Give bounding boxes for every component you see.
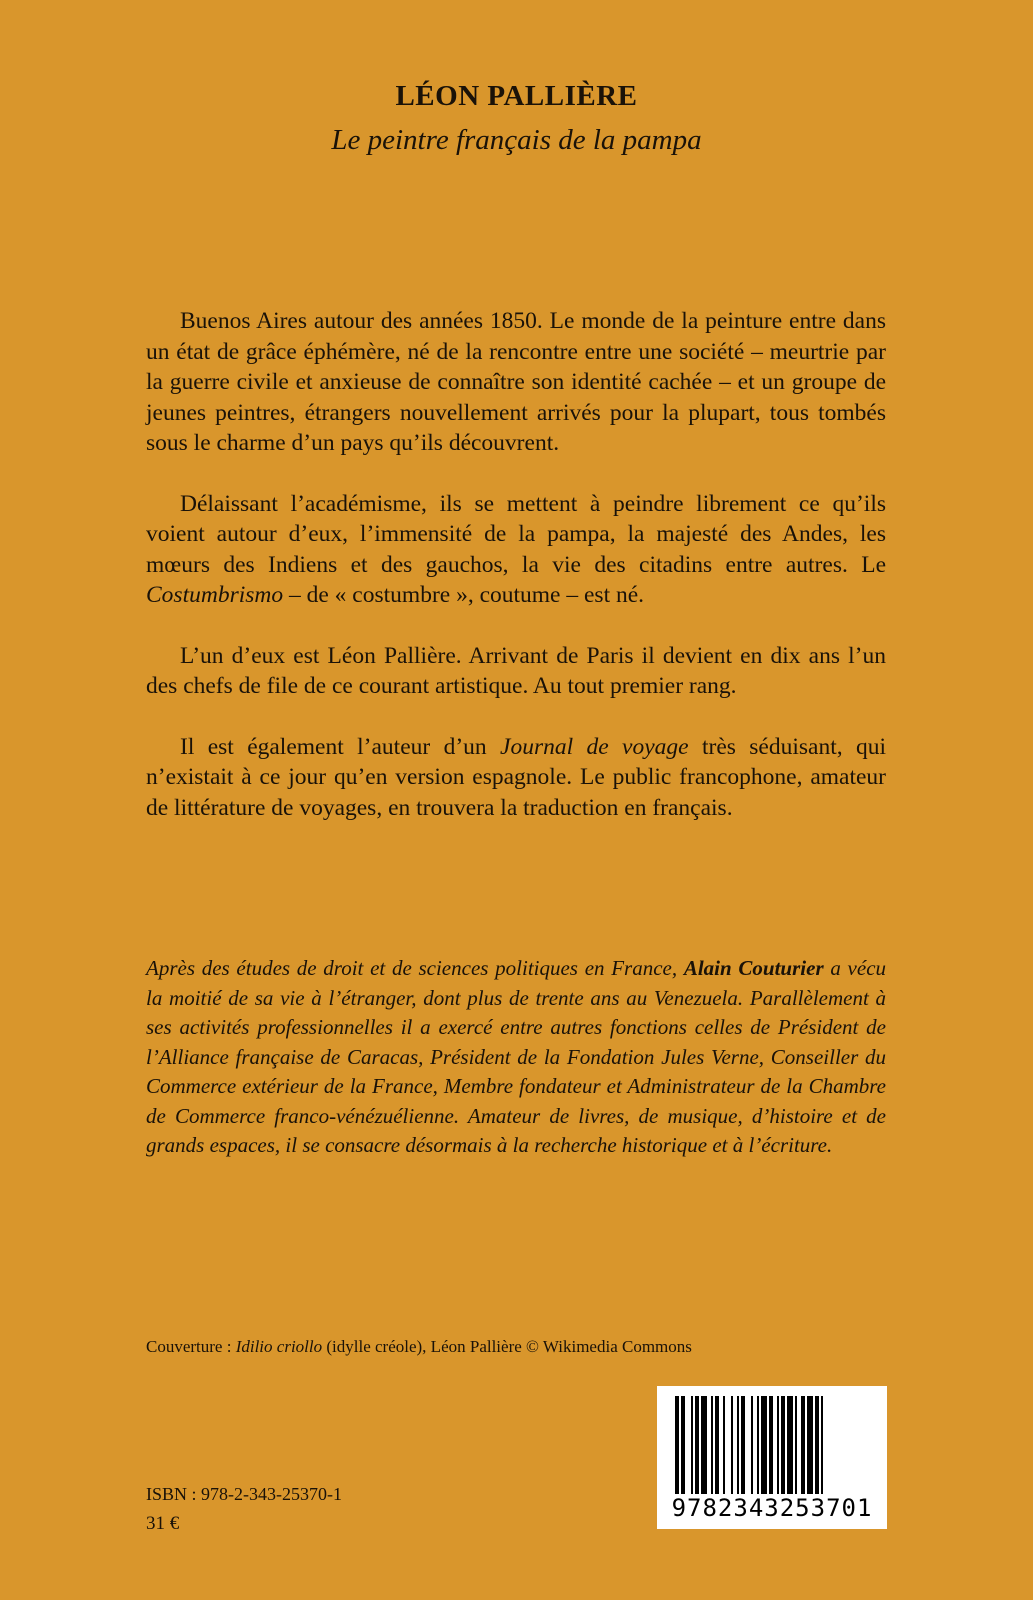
barcode-bar bbox=[821, 1396, 823, 1494]
barcode-bar bbox=[723, 1396, 725, 1494]
back-cover-summary bbox=[146, 306, 886, 853]
summary-paragraph-4 bbox=[146, 732, 886, 824]
author-bio bbox=[146, 954, 886, 1161]
price: 31 € bbox=[146, 1513, 180, 1534]
cover-credit bbox=[146, 1337, 692, 1357]
barcode-bar bbox=[711, 1396, 713, 1494]
bio-rest: a vécu la moitié de sa vie à l’étranger, dont plus de trente ans au Venezuela. Parallèlement à ses activités professionnelles il a exercé entre autres fonctions celles de Président de l’Alliance française de Caracas, Président de la Fondation Jules Verne, Conseiller du Commerce extérieur de la France, Membre fondateur et Administrateur de la Chambre de Commerce franco-vénézuélienne. Amateur de livres, de musique, d’histoire et de grands espaces, il se consacre désormais à la recherche historique et à l’écriture. bbox=[146, 956, 887, 1157]
barcode-bar bbox=[737, 1396, 739, 1494]
barcode-bar bbox=[787, 1396, 793, 1494]
summary-paragraph-4-start: Il est également l’auteur d’un bbox=[180, 733, 501, 760]
costumbrismo-term: Costumbrismo bbox=[146, 582, 284, 608]
barcode-bar bbox=[695, 1396, 699, 1494]
barcode-digits: 9782343253701 bbox=[671, 1494, 873, 1522]
barcode-bar bbox=[769, 1396, 773, 1494]
bio-start: Après des études de droit et de sciences politiques en France, bbox=[146, 956, 684, 980]
summary-paragraph-1: Buenos Aires autour des années 1850. Le monde de la peinture entre dans un état de grâce éphémère, né de la rencontre entre une société – meurtrie par la guerre civile et anxieuse de connaître son identité cachée – et un groupe de jeunes peintres, étrangers nouvellement arrivés pour la plupart, tous tombés sous le charme d’un pays qu’ils découvrent. bbox=[146, 308, 886, 456]
barcode-bar bbox=[815, 1396, 819, 1494]
barcode-bars bbox=[675, 1396, 869, 1494]
summary-paragraph-2-start: Délaissant l’académisme, ils se mettent à peindre librement ce qu’ils voient autour d’eux, l’immensité de la pampa, la majesté des Andes, les mœurs des Indiens et des gauchos, la vie des citadins entre autres. Le bbox=[146, 490, 886, 578]
book-title: LÉON PALLIÈRE bbox=[395, 80, 638, 112]
book-subtitle: Le peintre français de la pampa bbox=[331, 124, 702, 156]
author-name: Alain Couturier bbox=[683, 956, 824, 980]
barcode bbox=[657, 1386, 887, 1529]
summary-paragraph-4-end: très séduisant, qui n’existait à ce jour qu’en version espagnole. Le public francophone, amateur de littérature de voyages, en trouvera la traduction en français. bbox=[146, 733, 887, 821]
credit-rest: (idylle créole), Léon Pallière © Wikimedia Commons bbox=[322, 1337, 692, 1356]
summary-paragraph-2-end: – de « costumbre », coutume – est né. bbox=[283, 582, 645, 608]
journal-title: Journal de voyage bbox=[500, 733, 689, 760]
barcode-bar bbox=[807, 1396, 813, 1494]
barcode-bar bbox=[675, 1396, 679, 1494]
credit-label: Couverture : bbox=[146, 1337, 236, 1356]
barcode-bar bbox=[731, 1396, 733, 1494]
barcode-bar bbox=[751, 1396, 753, 1494]
barcode-bar bbox=[741, 1396, 745, 1494]
barcode-bar bbox=[795, 1396, 797, 1494]
barcode-bar bbox=[777, 1396, 779, 1494]
credit-work-title: Idilio criollo bbox=[235, 1337, 323, 1356]
barcode-bar bbox=[715, 1396, 719, 1494]
barcode-bar bbox=[681, 1396, 685, 1494]
barcode-bar bbox=[801, 1396, 805, 1494]
summary-paragraph-3: L’un d’eux est Léon Pallière. Arrivant de Paris il devient en dix ans l’un des chefs de file de ce courant artistique. Au tout premier rang. bbox=[146, 642, 886, 699]
barcode-bar bbox=[701, 1396, 707, 1494]
barcode-bar bbox=[757, 1396, 759, 1494]
summary-paragraph-2 bbox=[146, 489, 886, 611]
barcode-bar bbox=[761, 1396, 767, 1494]
isbn: ISBN : 978-2-343-25370-1 bbox=[146, 1484, 342, 1504]
barcode-bar bbox=[691, 1396, 693, 1494]
barcode-bar bbox=[781, 1396, 785, 1494]
